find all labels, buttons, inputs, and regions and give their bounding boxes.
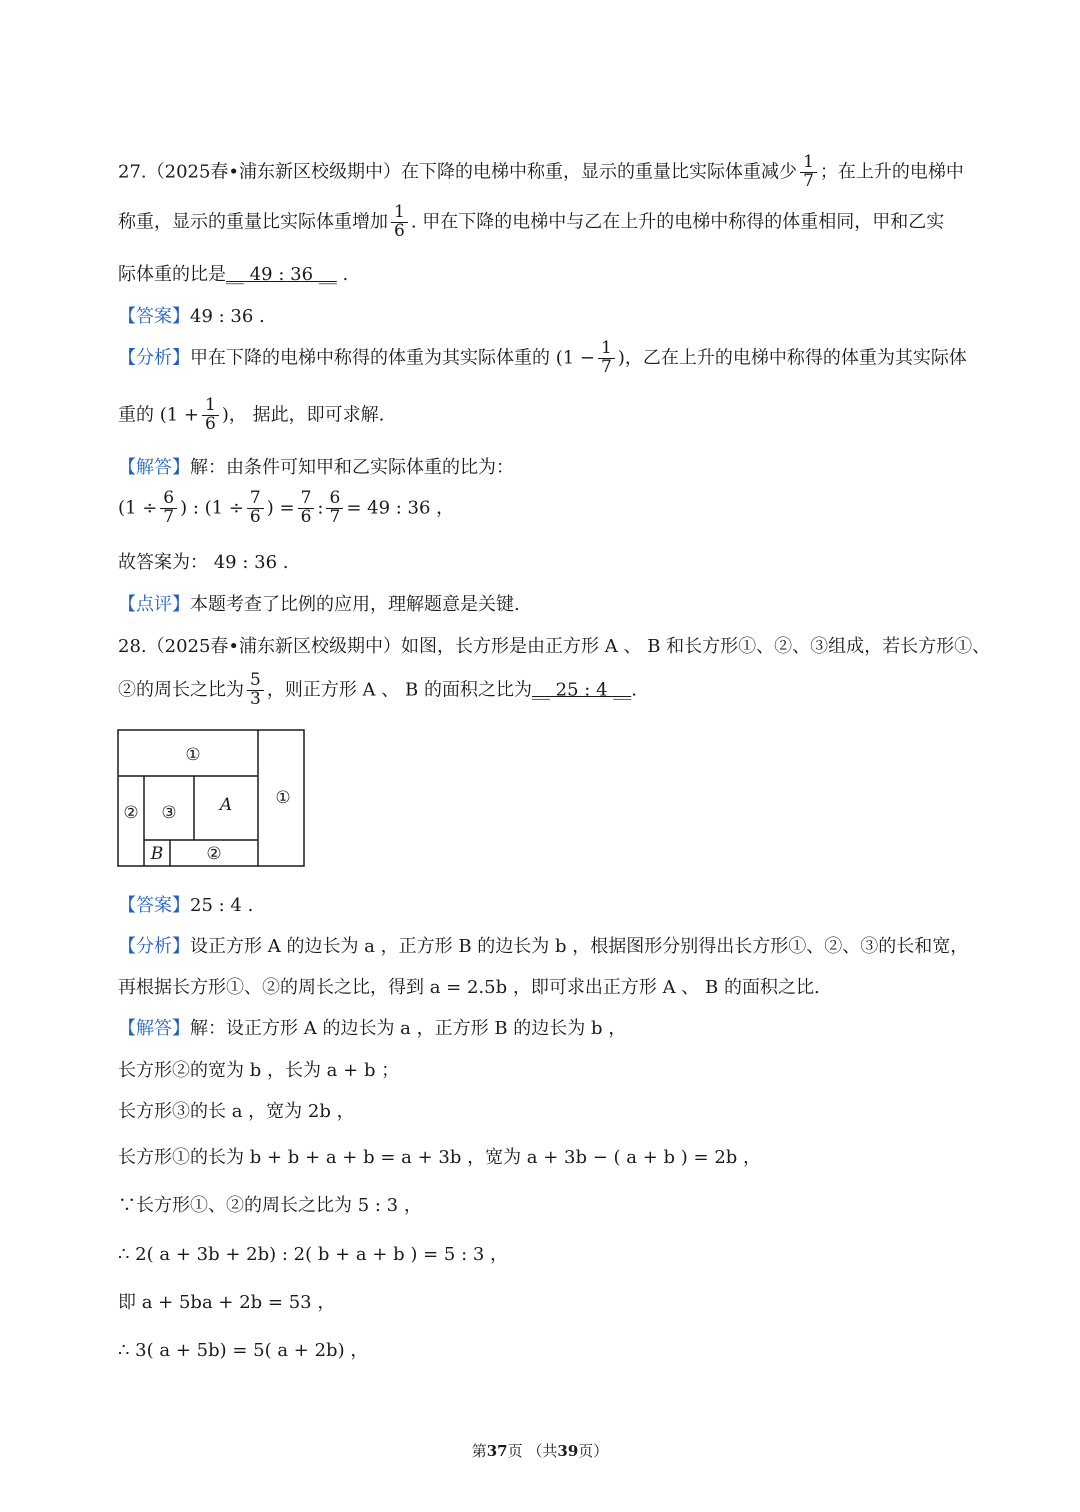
page-footer: 第37页 （共39页） [471, 1442, 609, 1460]
q28-solution-line-1: 【解答】解：设正方形 A 的边长为 a ，正方形 B 的边长为 b ， [118, 1018, 627, 1039]
fraction: $\frac{1}{7}$ [598, 340, 615, 377]
q27-line-3: 际体重的比是__ 49 : 36 __ . [118, 264, 349, 285]
figure-label-mid: ③ [161, 803, 177, 823]
q28-solution-line-3: 长方形③的长 a ，宽为 2b ， [118, 1101, 355, 1122]
answer-tag: 【答案】 [118, 306, 190, 327]
q27-solution-line-1: 【解答】解：由条件可知甲和乙实际体重的比为： [118, 457, 514, 478]
q27-answer: 【答案】49 : 36 . [118, 306, 265, 327]
page-total: 39 [557, 1442, 579, 1460]
analysis-tag: 【分析】 [118, 347, 190, 369]
figure-label-right: ① [275, 788, 291, 808]
q28-solution-line-5: ∵长方形①、②的周长之比为 5 : 3 ， [118, 1195, 422, 1216]
q27-equation: (1 ÷ $\frac{6}{7}$ ) : (1 ÷ $\frac{7}{6}$ ) = $\frac{7}{6}$ : $\frac{6}{7}$ = 49 : 36 ， [118, 488, 455, 527]
rectangle-figure [117, 729, 305, 867]
q27-comment: 【点评】本题考查了比例的应用，理解题意是关键. [118, 594, 520, 615]
fraction: $\frac{1}{6}$ [391, 204, 408, 241]
fraction: $\frac{6}{7}$ [160, 490, 177, 527]
figure-label-top: ① [185, 745, 201, 765]
q27-line-2: 称重，显示的重量比实际体重增加 $\frac{1}{6}$ . 甲在下降的电梯中与乙在上升的电梯中称得的体重相同，甲和乙实 [118, 202, 945, 241]
q28-solution-line-2: 长方形②的宽为 b ，长为 a + b ； [118, 1060, 400, 1081]
figure-label-b: B [150, 844, 164, 864]
q28-line-2: ②的周长之比为 $\frac{5}{3}$ ，则正方形 A 、 B 的面积之比为__ 25 : 4 __. [118, 670, 637, 709]
q28-solution-line-6: ∴ 2( a + 3b + 2b) : 2( b + a + b ) = 5 : 3 ， [118, 1244, 509, 1265]
answer-tag: 【答案】 [118, 895, 190, 916]
solution-tag: 【解答】 [118, 457, 190, 478]
q28-solution-line-7: 即 a + 5ba + 2b = 53 ， [118, 1292, 336, 1313]
page-number: 37 [486, 1442, 508, 1460]
q27-analysis-line-1: 【分析】甲在下降的电梯中称得的体重为其实际体重的 (1 − $\frac{1}{7}$ )，乙在上升的电梯中称得的体重为其实际体 [118, 338, 967, 377]
figure-label-a: A [219, 795, 233, 815]
figure-label-bottom: ② [206, 844, 222, 864]
analysis-tag: 【分析】 [118, 936, 190, 957]
comment-tag: 【点评】 [118, 594, 190, 615]
fraction: $\frac{1}{7}$ [800, 154, 817, 191]
fraction: $\frac{1}{6}$ [202, 397, 219, 434]
q28-line-1: 28.（2025春•浦东新区校级期中）如图，长方形是由正方形 A 、 B 和长方形①、②、③组成，若长方形①、 [118, 636, 991, 657]
answer-blank: __ 49 : 36 __ [226, 264, 337, 285]
q28-answer: 【答案】25 : 4 . [118, 895, 254, 916]
fraction: $\frac{6}{7}$ [326, 490, 343, 527]
figure-label-left: ② [123, 803, 139, 823]
q28-solution-line-8: ∴ 3( a + 5b) = 5( a + 2b) ， [118, 1340, 369, 1361]
q27-solution-line-3: 故答案为： 49 : 36 . [118, 552, 289, 573]
q27-line-1: 27.（2025春•浦东新区校级期中）在下降的电梯中称重，显示的重量比实际体重减少 $\frac{1}{7}$ ；在上升的电梯中 [118, 152, 964, 191]
q27-analysis-line-2: 重的 (1 + $\frac{1}{6}$ )， 据此，即可求解. [118, 395, 385, 434]
q28-analysis-line-1: 【分析】设正方形 A 的边长为 a ，正方形 B 的边长为 b ，根据图形分别得出长方形①、②、③的长和宽， [118, 936, 969, 957]
fraction: $\frac{7}{6}$ [247, 490, 264, 527]
answer-blank: __ 25 : 4 __ [531, 679, 632, 701]
fraction: $\frac{5}{3}$ [247, 672, 264, 709]
q28-analysis-line-2: 再根据长方形①、②的周长之比，得到 a = 2.5b ，即可求出正方形 A 、 B 的面积之比. [118, 977, 820, 998]
fraction: $\frac{7}{6}$ [298, 490, 315, 527]
solution-tag: 【解答】 [118, 1018, 190, 1039]
q28-solution-line-4: 长方形①的长为 b + b + a + b = a + 3b ，宽为 a + 3b − ( a + b ) = 2b ， [118, 1147, 762, 1168]
